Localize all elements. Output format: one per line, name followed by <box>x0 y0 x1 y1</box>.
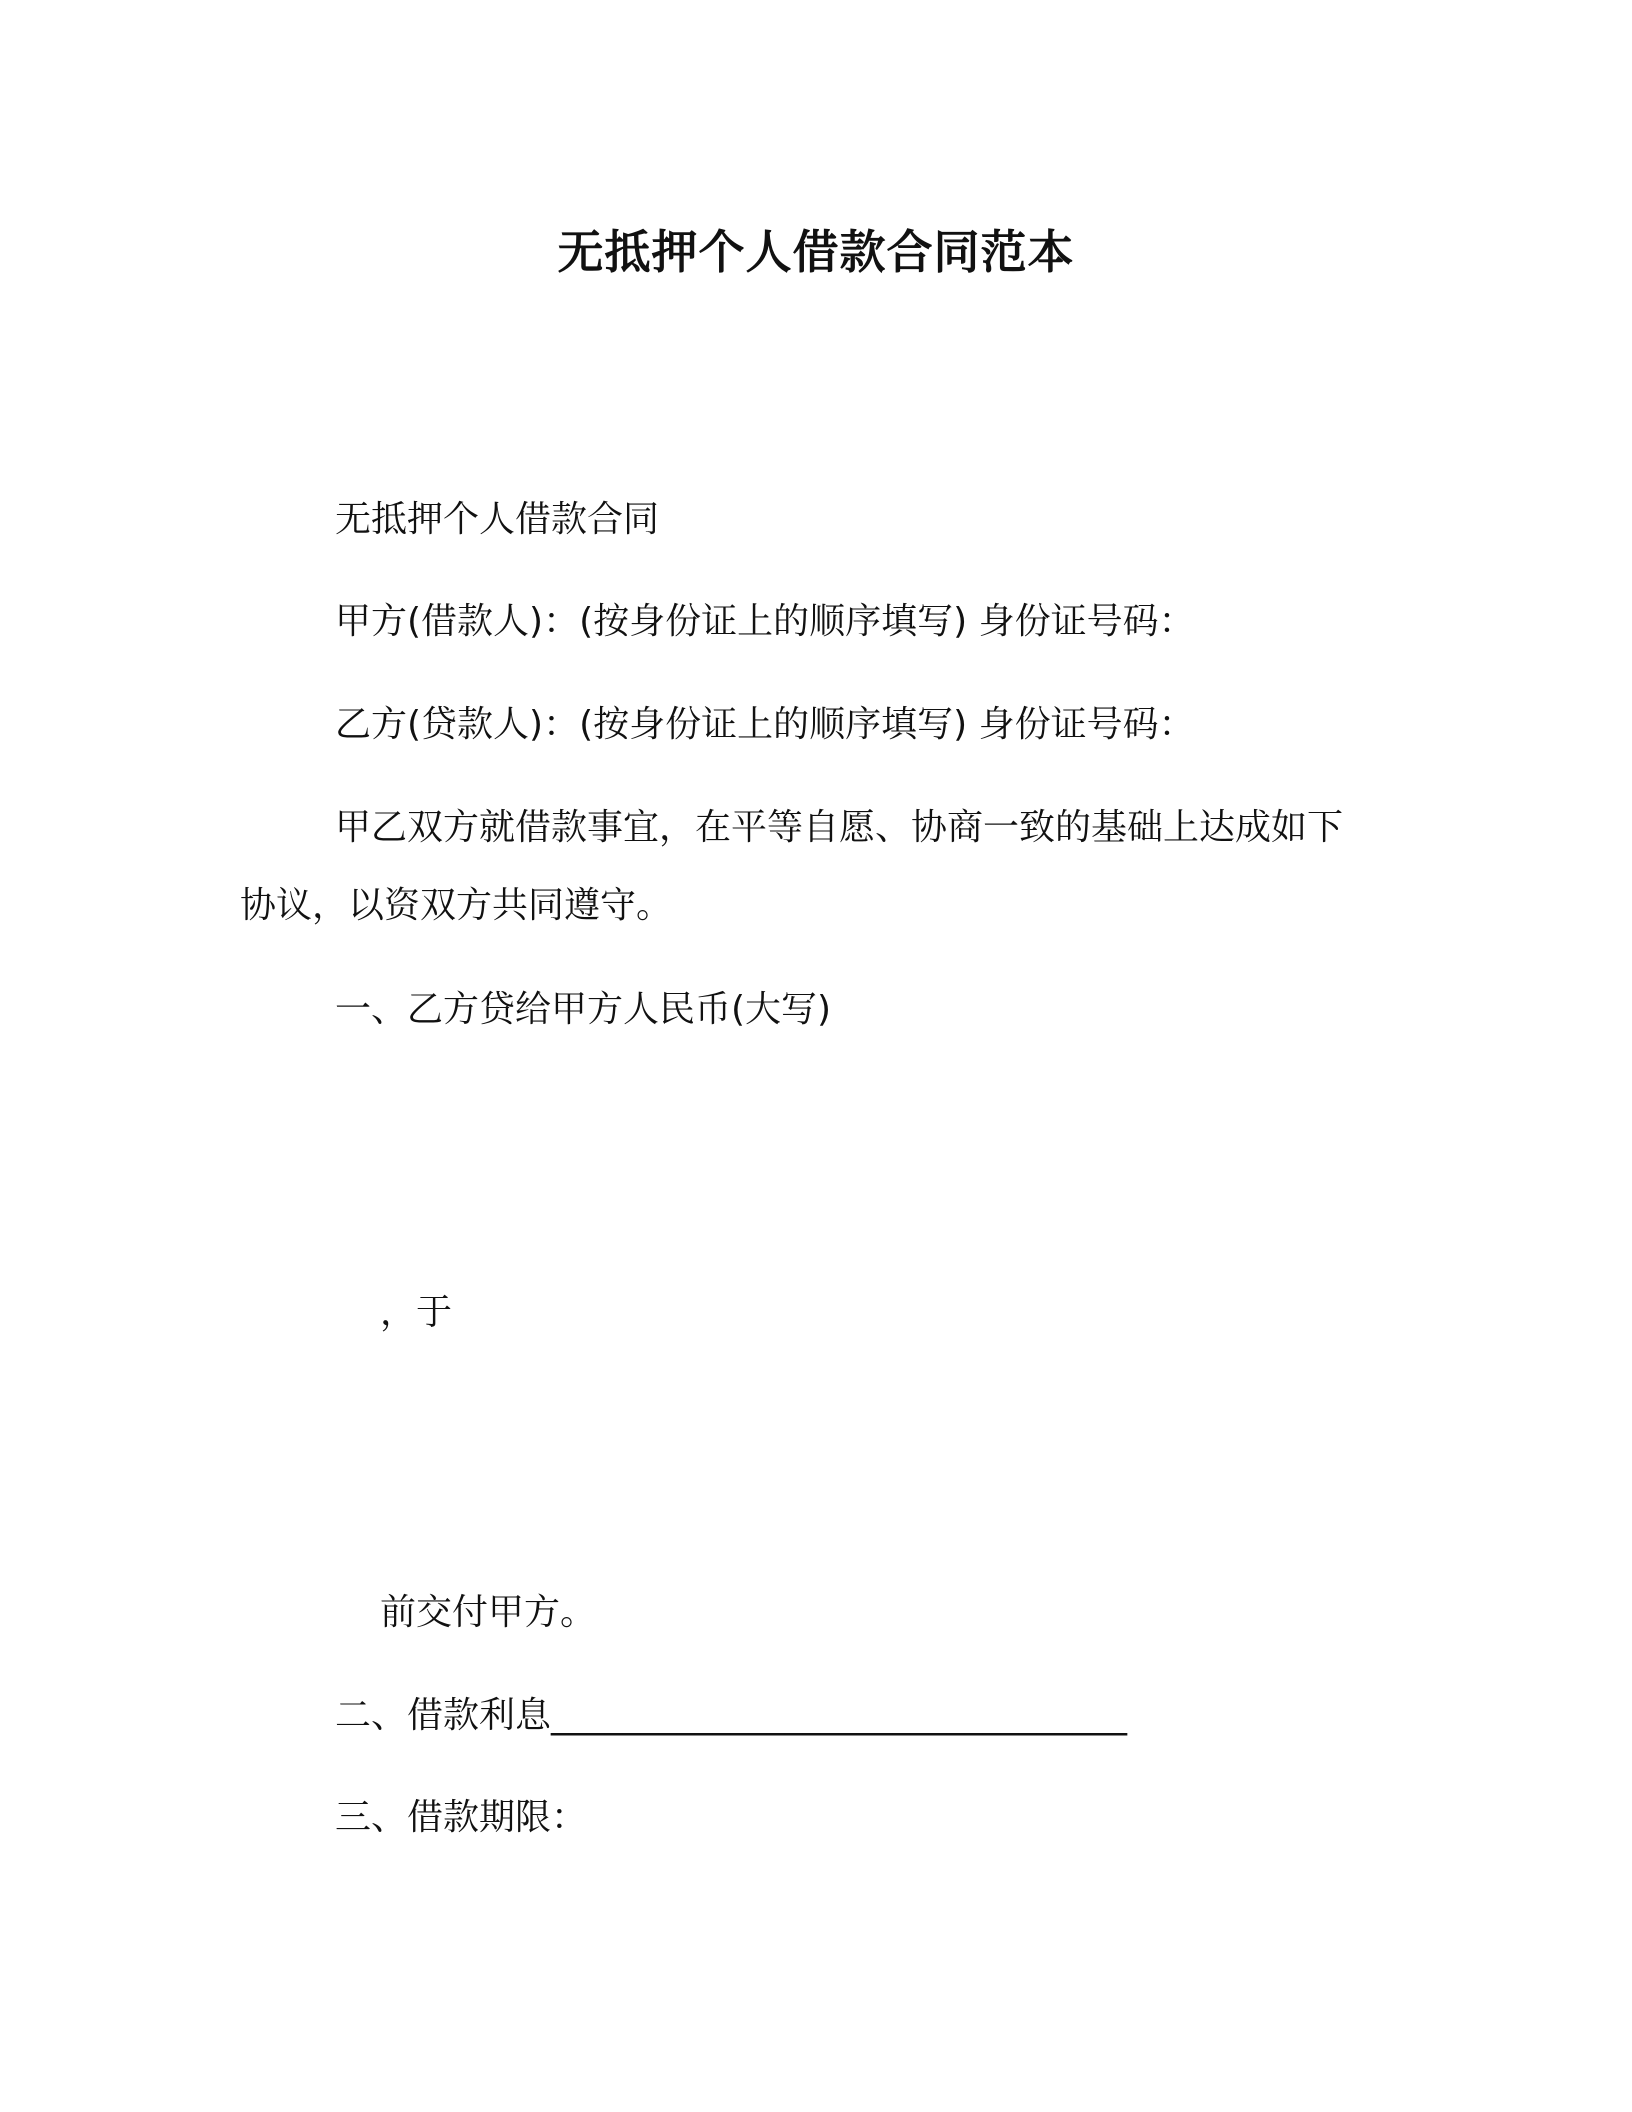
clause-1-continuation: ，于 <box>380 1292 453 1333</box>
agreement-intro-line-1: 甲乙双方就借款事宜，在平等自愿、协商一致的基础上达成如下 <box>335 807 1344 848</box>
clause-2-interest: 二、借款利息________________________________ <box>335 1695 1128 1736</box>
document-title: 无抵押个人借款合同范本 <box>557 225 1075 279</box>
party-b-line: 乙方(贷款人)：(按身份证上的顺序填写) 身份证号码： <box>335 704 1195 745</box>
clause-3-term: 三、借款期限： <box>335 1797 588 1838</box>
contract-heading: 无抵押个人借款合同 <box>335 499 660 540</box>
clause-1-line: 一、乙方贷给甲方人民币(大写) <box>335 989 832 1030</box>
party-a-line: 甲方(借款人)：(按身份证上的顺序填写) 身份证号码： <box>335 601 1195 642</box>
agreement-intro-line-2: 协议，以资双方共同遵守。 <box>240 885 673 926</box>
clause-1-delivery: 前交付甲方。 <box>380 1592 597 1633</box>
